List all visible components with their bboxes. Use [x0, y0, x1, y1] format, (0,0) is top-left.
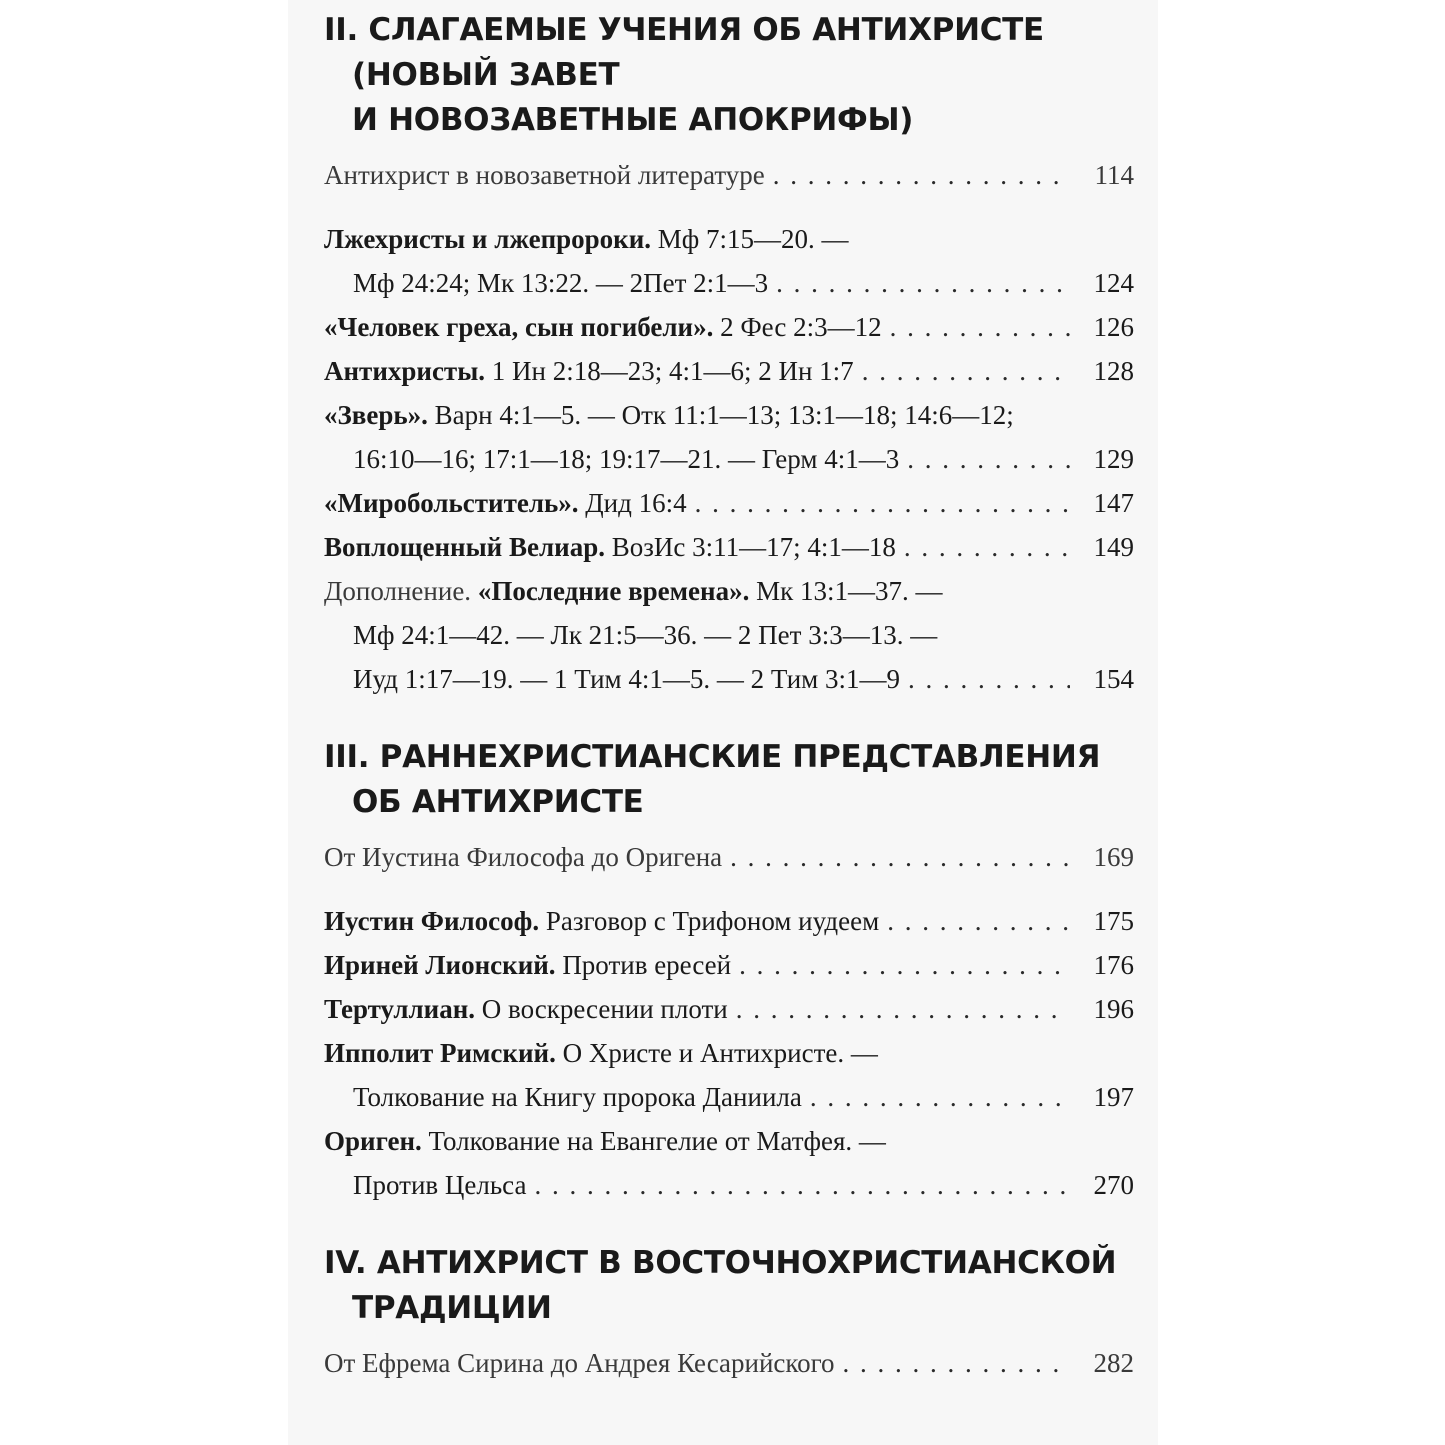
- page-number: 149: [1093, 532, 1134, 562]
- toc-entry[interactable]: [324, 569, 1134, 613]
- entry-lead: Ириней Лионский.: [324, 950, 556, 980]
- toc-entry-continuation[interactable]: [324, 1075, 1134, 1119]
- dot-leader: [904, 525, 1070, 569]
- section-heading-4: [324, 1241, 1134, 1331]
- toc-entry[interactable]: [324, 305, 1134, 349]
- entry-text: Дид 16:4: [585, 488, 687, 518]
- toc-entry[interactable]: [324, 899, 1134, 943]
- section-heading-line: III. РАННЕХРИСТИАНСКИЕ ПРЕДСТАВЛЕНИЯ: [324, 739, 1101, 775]
- dot-leader: [534, 1163, 1070, 1207]
- entry-text: Мф 24:1—42. — Лк 21:5—36. — 2 Пет 3:3—13. —: [353, 620, 938, 650]
- entry-text: Против ересей: [562, 950, 732, 980]
- entry-lead: «Человек греха, сын погибели».: [324, 312, 714, 342]
- entry-title: От Иустина Философа до Оригена: [324, 842, 723, 872]
- toc-intro-entry[interactable]: [324, 1341, 1134, 1385]
- entry-text: Разговор с Трифоном иудеем: [545, 906, 880, 936]
- table-of-contents: [324, 8, 1134, 1385]
- toc-entry[interactable]: [324, 525, 1134, 569]
- dot-leader: [810, 1075, 1070, 1119]
- dot-leader: [739, 943, 1070, 987]
- page-number: 124: [1093, 268, 1134, 298]
- entry-lead: Иустин Философ.: [324, 906, 540, 936]
- entry-prefix: Дополнение.: [324, 576, 472, 606]
- entry-text: 2 Фес 2:3—12: [720, 312, 882, 342]
- entry-text: О воскресении плоти: [481, 994, 728, 1024]
- section-heading-3: [324, 735, 1134, 825]
- entry-lead: «Зверь».: [324, 400, 428, 430]
- toc-entry[interactable]: [324, 393, 1134, 437]
- entry-lead: «Последние времена».: [477, 576, 750, 606]
- entry-lead: «Миробольститель».: [324, 488, 579, 518]
- entry-text: Иуд 1:17—19. — 1 Тим 4:1—5. — 2 Тим 3:1—9: [353, 664, 901, 694]
- section-heading-line: IV. АНТИХРИСТ В ВОСТОЧНОХРИСТИАНСКОЙ: [324, 1245, 1117, 1281]
- entry-text: О Христе и Антихристе. —: [562, 1038, 878, 1068]
- dot-leader: [862, 349, 1070, 393]
- entry-title: Антихрист в новозаветной литературе: [324, 160, 765, 190]
- section-heading-line: И НОВОЗАВЕТНЫЕ АПОКРИФЫ): [352, 102, 914, 138]
- entry-lead: Ипполит Римский.: [324, 1038, 556, 1068]
- page-number: 270: [1093, 1170, 1134, 1200]
- toc-entry-continuation[interactable]: [324, 657, 1134, 701]
- entry-text: Варн 4:1—5. — Отк 11:1—13; 13:1—18; 14:6—12;: [434, 400, 1014, 430]
- toc-entry-continuation[interactable]: [324, 613, 1134, 657]
- toc-entry[interactable]: [324, 1031, 1134, 1075]
- toc-entry-continuation[interactable]: [324, 437, 1134, 481]
- page-number: 154: [1093, 664, 1134, 694]
- entry-text: Толкование на Евангелие от Матфея. —: [428, 1126, 886, 1156]
- entry-text: Мф 7:15—20. —: [657, 224, 849, 254]
- dot-leader: [843, 1341, 1070, 1385]
- page-number: 147: [1093, 488, 1134, 518]
- toc-entry[interactable]: [324, 217, 1134, 261]
- entry-lead: Ориген.: [324, 1126, 422, 1156]
- entry-text: 1 Ин 2:18—23; 4:1—6; 2 Ин 1:7: [491, 356, 854, 386]
- page-number: 128: [1093, 356, 1134, 386]
- section-heading-line: ОБ АНТИХРИСТЕ: [352, 784, 644, 820]
- entry-lead: Антихристы.: [324, 356, 486, 386]
- dot-leader: [887, 899, 1070, 943]
- page-number: 176: [1093, 950, 1134, 980]
- toc-entry[interactable]: [324, 1119, 1134, 1163]
- entry-lead: Лжехристы и лжепророки.: [324, 224, 652, 254]
- entry-text: Мф 24:24; Мк 13:22. — 2Пет 2:1—3: [353, 268, 769, 298]
- dot-leader: [730, 835, 1070, 879]
- page-number: 169: [1093, 842, 1134, 872]
- dot-leader: [695, 481, 1070, 525]
- entry-text: Толкование на Книгу пророка Даниила: [353, 1082, 802, 1112]
- toc-entry[interactable]: [324, 349, 1134, 393]
- page-number: 114: [1094, 160, 1134, 190]
- page-number: 129: [1093, 444, 1134, 474]
- page-number: 126: [1093, 312, 1134, 342]
- toc-entry[interactable]: [324, 481, 1134, 525]
- page-number: 282: [1093, 1348, 1134, 1378]
- dot-leader: [907, 437, 1070, 481]
- toc-intro-entry[interactable]: [324, 153, 1134, 197]
- dot-leader: [890, 305, 1070, 349]
- dot-leader: [908, 657, 1070, 701]
- dot-leader: [736, 987, 1070, 1031]
- toc-intro-entry[interactable]: [324, 835, 1134, 879]
- section-heading-line: II. СЛАГАЕМЫЕ УЧЕНИЯ ОБ АНТИХРИСТЕ: [324, 12, 1044, 48]
- dot-leader: [776, 261, 1070, 305]
- section-heading-2: [324, 8, 1134, 143]
- entry-text: 16:10—16; 17:1—18; 19:17—21. — Герм 4:1—3: [353, 444, 900, 474]
- dot-leader: [773, 153, 1070, 197]
- entry-text: Мк 13:1—37. —: [756, 576, 943, 606]
- book-page: [288, 0, 1158, 1445]
- page-number: 197: [1093, 1082, 1134, 1112]
- entry-text: Против Цельса: [353, 1170, 527, 1200]
- toc-entry[interactable]: [324, 987, 1134, 1031]
- page-number: 196: [1093, 994, 1134, 1024]
- page-number: 175: [1093, 906, 1134, 936]
- entry-lead: Воплощенный Велиар.: [324, 532, 605, 562]
- entry-lead: Тертуллиан.: [324, 994, 476, 1024]
- toc-entry-continuation[interactable]: [324, 261, 1134, 305]
- entry-title: От Ефрема Сирина до Андрея Кесарийского: [324, 1348, 835, 1378]
- section-heading-line: ТРАДИЦИИ: [352, 1290, 552, 1326]
- section-heading-line: (НОВЫЙ ЗАВЕТ: [352, 57, 620, 93]
- toc-entry[interactable]: [324, 943, 1134, 987]
- entry-text: ВозИс 3:11—17; 4:1—18: [611, 532, 896, 562]
- toc-entry-continuation[interactable]: [324, 1163, 1134, 1207]
